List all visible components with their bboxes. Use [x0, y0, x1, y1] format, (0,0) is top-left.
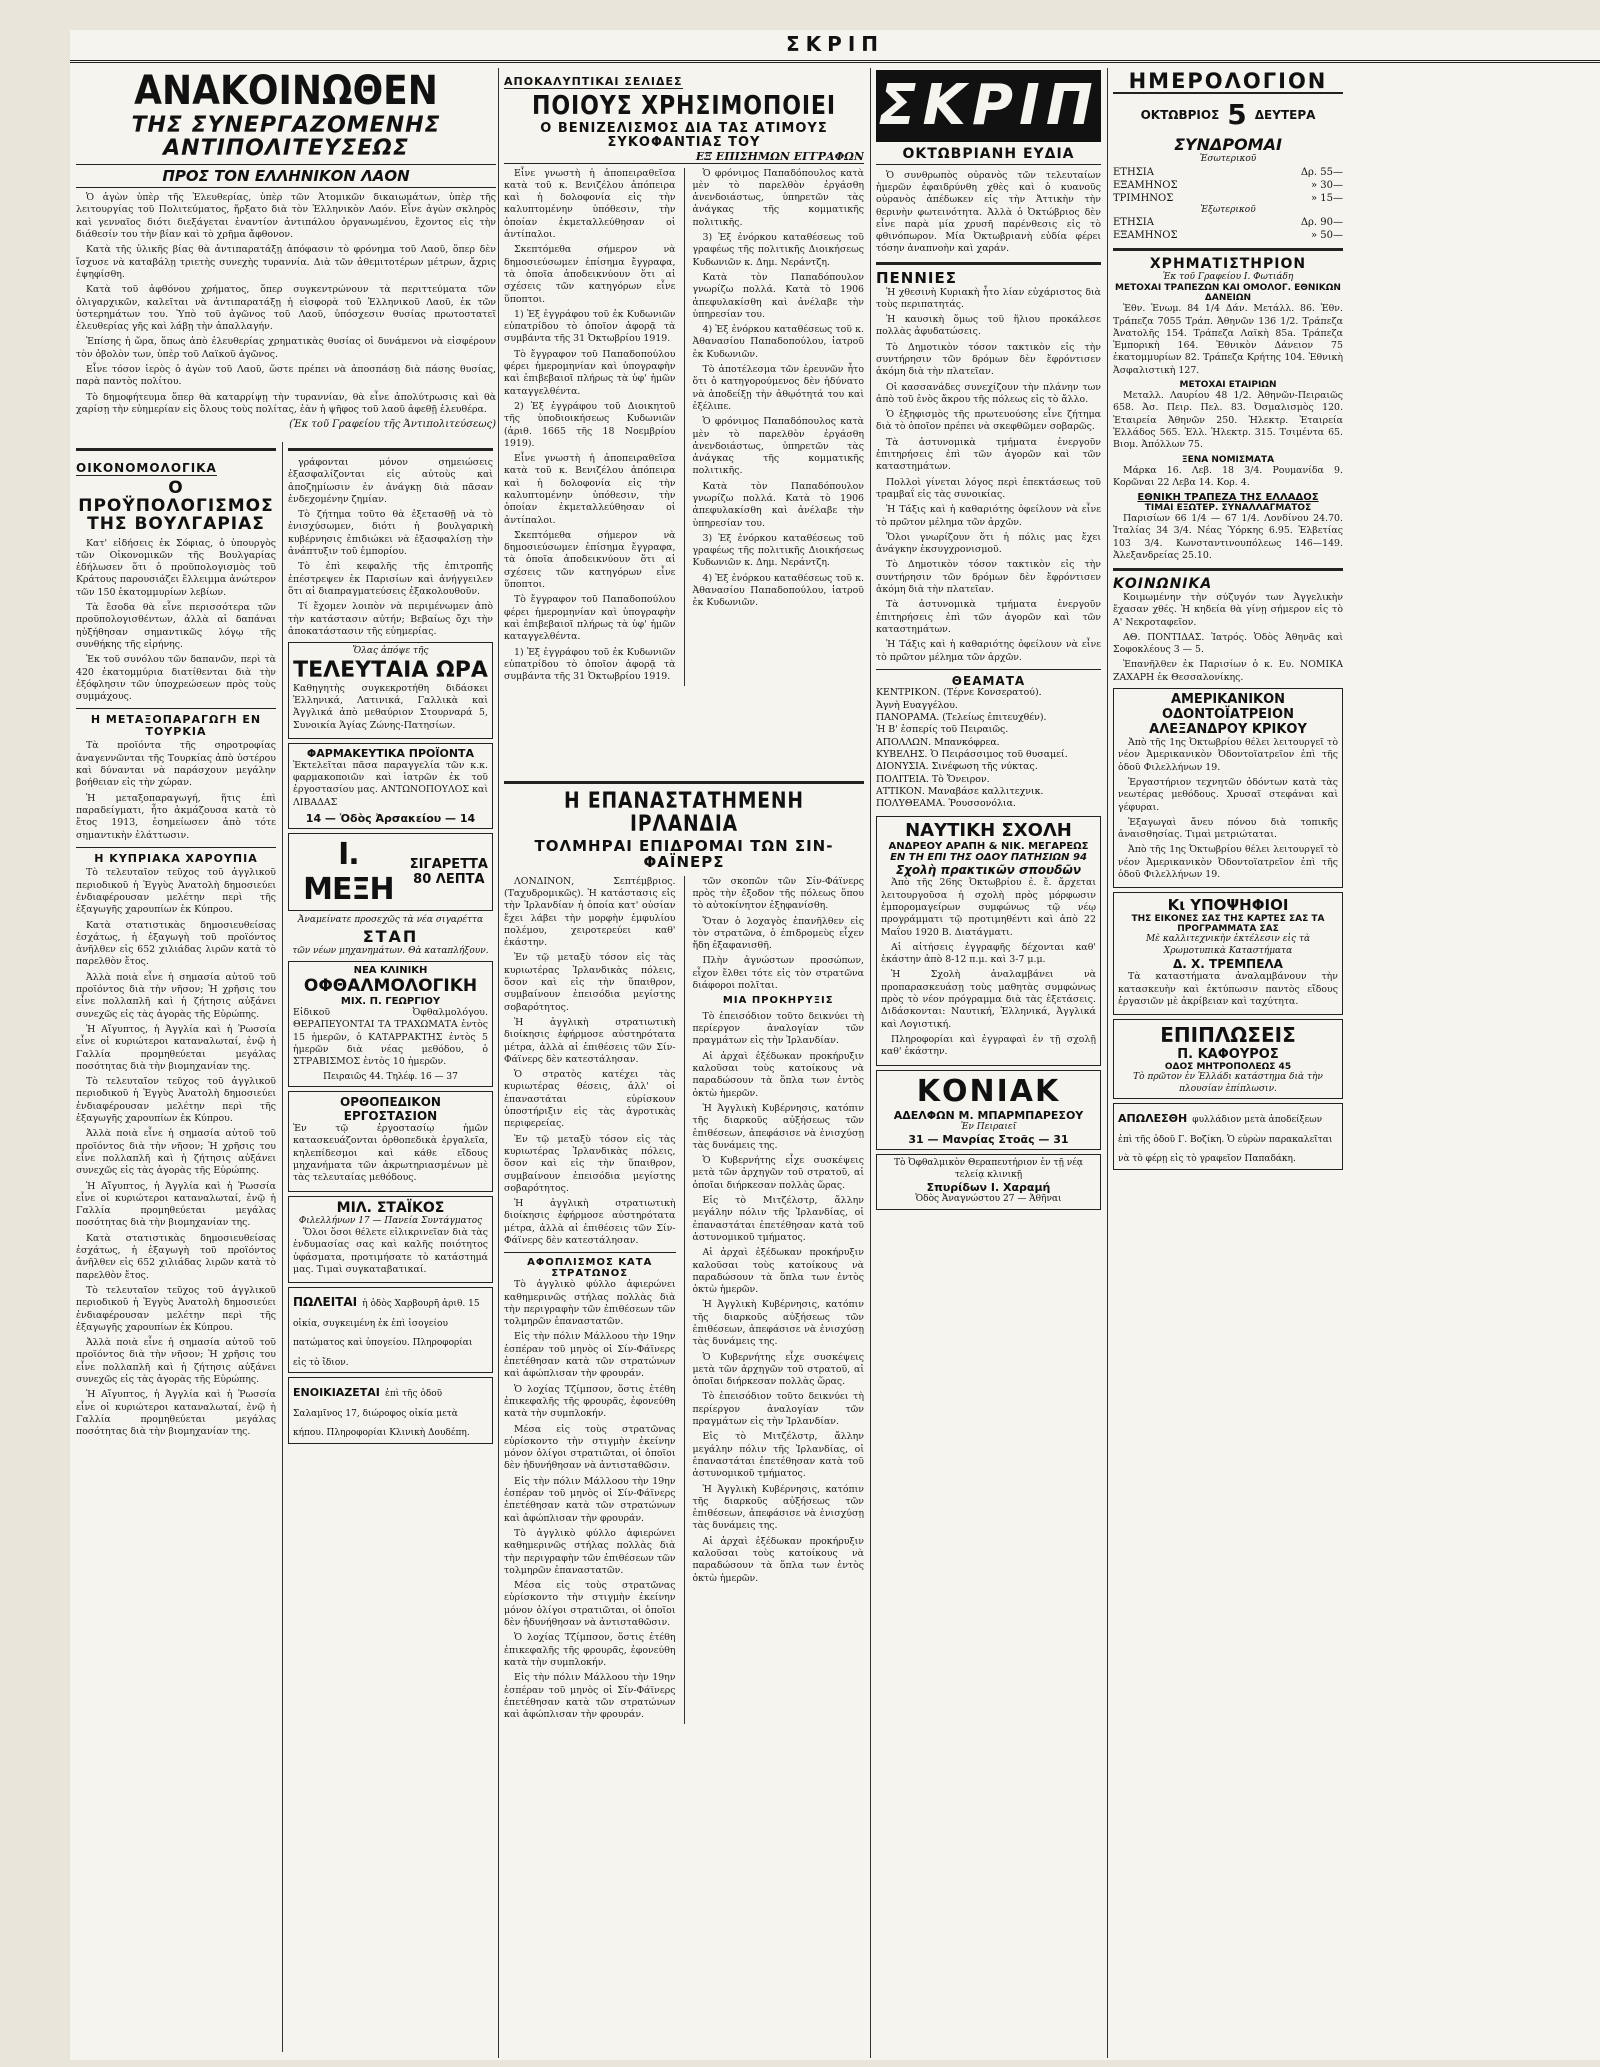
ireland-paragraph: Πλὴν ἀγνώστων προσώπων, εἶχον ἔλθει τότε εἰς τὸν στρατῶνα διάφοροι πολῖται.: [692, 955, 864, 992]
disarmament-title: ΑΦΟΠΛΙΣΜΟΣ ΚΑΤΑ ΣΤΡΑΤΩΝΟΣ: [527, 1257, 653, 1279]
cognac-place: Ἐν Πειραιεῖ: [960, 1121, 1017, 1132]
slander-paragraph: Σκεπτόμεθα σήμερον νὰ δημοσιεύσωμεν ἐπίσημα ἔγγραφα, τὰ ὁποῖα ἀποδεικνύουν ὅτι αἱ σχέσεις τῶν κατηγόρων εἶνε ὕποπτοι.: [504, 529, 676, 591]
theatre-entry: ΚΕΝΤΡΙΚΟΝ. (Τέρνε Κονσερατού).: [876, 687, 1042, 699]
coins-title: ΞΕΝΑ ΝΟΜΙΣΜΑΤΑ: [1181, 454, 1275, 465]
clinic-address: Πειραιῶς 44. Τηλέφ. 16 — 37: [323, 1071, 458, 1082]
clinic-kicker: ΝΕΑ ΚΛΙΝΙΚΗ: [353, 965, 428, 977]
social-item: ΑΘ. ΠΟΝΤΙΔΑΣ. Ἰατρός. Ὁδὸς Ἀθηνᾶς καὶ Σοφοκλέους 3 — 5.: [1113, 631, 1343, 656]
eye-clinic-address: Ὁδὸς Ἀναγνώστου 27 — Ἀθῆναι: [915, 1194, 1062, 1205]
ireland-paragraph: Ἡ ἀγγλικὴ στρατιωτικὴ διοίκησις ἐφήρμοσε αὐστηρότατα μέτρα, ἀλλὰ αἱ ἐπιθέσεις τῶν Σίν-Φάϊνερς δὲν κατεστάλησαν.: [504, 1198, 676, 1246]
theatre-entry: ΚΥΒΕΛΗΣ. Ὁ Πειράσσιμος τοῦ θυσαμεί.: [876, 748, 1068, 760]
dental-doctor: ΑΛΕΞΑΝΔΡΟΥ ΚΡΙΚΟΥ: [1149, 722, 1307, 738]
printing-ad: [1113, 892, 1343, 1015]
slander-paragraph: Εἶνε γνωστὴ ἡ ἀποπειραθεῖσα κατὰ τοῦ κ. Βενιζέλου ἀπόπειρα καὶ ἡ δολοφονία εἰς τὴν καλυπτομένην ὑπόθεσιν, τὴν ὁποίαν ἐκμεταλλεύθησαν οἱ ἀντίπαλοι.: [504, 167, 676, 241]
cigarette-ad: [288, 833, 493, 911]
disarmament-paragraph: Εἰς τὴν πόλιν Μάλλοου τὴν 19ην ἑσπέραν τοῦ μηνὸς οἱ Σίν-Φάϊνερς ἐπετέθησαν κατὰ τῶν στρατώνων καὶ ἀφώπλισαν τὴν φρουράν.: [504, 1672, 676, 1721]
theatre-entry: ΑΤΤΙΚΟΝ. Μαναβάσε καλλιτεχνικ.: [876, 785, 1044, 797]
carob-paragraph: Ἡ Αἴγυπτος, ἡ Ἀγγλία καὶ ἡ Ῥωσσία εἶνε οἱ κυριώτεροι καταναλωταί, ἐνῷ ἡ Γαλλία προμηθεύεται μεγάλας ποσότητας διὰ τὴν βιομηχανίαν της.: [76, 1180, 276, 1229]
naval-school-founders: ΑΝΔΡΕΟΥ ΑΡΑΠΗ & ΝΙΚ. ΜΕΓΑΡΕΩΣ: [888, 841, 1089, 853]
furniture-title: ΕΠΙΠΛΩΣΕΙΣ: [1160, 1023, 1296, 1048]
pennies-item: Ἡ Τάξις καὶ ἡ καθαριότης ὀφείλουν νὰ εἶνε τὸ πρῶτον μέλημα τῶν ἀρχῶν.: [876, 639, 1101, 663]
exchange-text: Ἐθν. Ἑνωμ. 84 1/4 Δάν. Μετάλλ. 86. Ἐθν. Τράπεζα 7055 Τράπ. Ἀθηνῶν 136 1/2. Τράπεζα Ἀνατολῆς 154. Τράπεζα Λαϊκὴ 85a. Τράπεζα Ἐμπορικὴ 164. Ἐθνικὸν Δάνειον 75 ἑκατομμυρίων 82. Τράπεζα Κρήτης 104. Ἐθνικὴ Ἀσφαλιστικὴ 127.: [1113, 303, 1343, 376]
announcement-block: [76, 70, 496, 440]
pennies-item: Ἡ Τάξις καὶ ἡ καθαριότης ὀφείλουν νὰ εἶνε τὸ πρῶτον μέλημα τῶν ἀρχῶν.: [876, 504, 1101, 528]
announcement-subtitle: ΤΗΣ ΣΥΝΕΡΓΑΖΟΜΕΝΗΣ ΑΝΤΙΠΟΛΙΤΕΥΣΕΩΣ: [131, 113, 441, 162]
rent-title: ΕΝΟΙΚΙΑΖΕΤΑΙ: [293, 1386, 380, 1400]
shares-title: ΜΕΤΟΧΑΙ ΕΤΑΙΡΙΩΝ: [1179, 380, 1277, 391]
tailor-ad: [288, 1196, 493, 1284]
candidates-lead: Μὲ καλλιτεχνικὴν ἐκτέλεσιν εἰς τὰ Χρωμοτυπικὰ Καταστήματα: [1145, 934, 1311, 956]
coins-text: Μάρκα 16. Λεβ. 18 3/4. Ρουμανίδα 9. Κορῶναι 22 Λεβα 14. Κορ. 4.: [1113, 464, 1343, 488]
last-hour-title: ΤΕΛΕΥΤΑΙΑ ΩΡΑ: [293, 657, 488, 683]
disarmament-paragraph: Τὸ ἀγγλικὸ φύλλο ἀφιερώνει καθημερινῶς στήλας πολλὰς διὰ τὴν περιγραφὴν τῶν ἐπιθέσεων τῶν τολμηρῶν ἐπαναστατῶν.: [504, 1527, 676, 1576]
workshop-title: ΟΡΘΟΠΕΔΙΚΟΝ ΕΡΓΟΣΤΑΣΙΟΝ: [340, 1095, 441, 1124]
newspaper-page: [70, 30, 1600, 2060]
exchange-source: Ἐκ τοῦ Γραφείου Ι. Φωτιάδη: [1162, 271, 1294, 282]
carob-paragraph: Τὸ τελευταῖον τεῦχος τοῦ ἀγγλικοῦ περιοδικοῦ ἡ Ἐγγὺς Ἀνατολὴ δημοσιεύει ἐνδιαφέρουσαν μελέτην περὶ τῆς ἐξαγωγῆς χαρουπίων ἐκ Κύπρου.: [76, 1076, 276, 1125]
calendar-month: ΟΚΤΩΒΡΙΟΣ: [1140, 107, 1220, 122]
disarmament-paragraph: Μέσα εἰς τοὺς στρατῶνας εὑρίσκοντο τὴν στιγμὴν ἐκείνην μόνον ὀλίγοι στρατιῶται, οἱ ὁποῖοι δὲν ἠδυνήθησαν νὰ ἀντισταθῶσιν.: [504, 1580, 676, 1629]
cigarette-new-note: τῶν νέων μηχανημάτων. Θὰ καταπλήξουν.: [292, 945, 489, 956]
pennies-item: Πολλοὶ γίνεται λόγος περὶ ἐπεκτάσεως τοῦ τραμβαΐ εἰς τὰς συνοικίας.: [876, 476, 1101, 500]
carob-paragraph: Ἡ Αἴγυπτος, ἡ Ἀγγλία καὶ ἡ Ῥωσσία εἶνε οἱ κυριώτεροι καταναλωταί, ἐνῷ ἡ Γαλλία προμηθεύεται μεγάλας ποσότητας διὰ τὴν βιομηχανίαν της.: [76, 1023, 276, 1072]
clinic-doctor: ΜΙΧ. Π. ΓΕΩΡΓΙΟΥ: [340, 996, 441, 1008]
slander-paragraph: 1) Ἐξ ἐγγράφου τοῦ ἐκ Κυδωνιῶν εὐπατρίδου τὸ ὁποῖον ἀφορᾷ τὰ συμβάντα τῆς 31 Ὀκτωβρίου 1919.: [504, 646, 676, 683]
economics-column: [76, 442, 276, 2052]
bank-title: ΕΘΝΙΚΗ ΤΡΑΠΕΖΑ ΤΗΣ ΕΛΛΑΔΟΣ: [1137, 492, 1319, 504]
slander-paragraph: 2) Ἐξ ἐγγράφου τοῦ Διοικητοῦ τῆς ὑποδιοικήσεως Κυδωνιῶν (ἀριθ. 1665 τῆς 18 Νοεμβρίου 1919).: [504, 400, 676, 449]
ireland-paragraph: Ἡ ἀγγλικὴ στρατιωτικὴ διοίκησις ἐφήρμοσε αὐστηρότατα μέτρα, ἀλλὰ αἱ ἐπιθέσεις τῶν Σίν-Φάϊνερς δὲν κατεστάλησαν.: [504, 1016, 676, 1065]
pennies-item: Τὰ ἀστυνομικὰ τμήματα ἐνεργοῦν ἐπιτηρήσεις ἐπὶ τῶν ἀγορῶν καὶ τῶν καταστημάτων.: [876, 599, 1101, 635]
theatre-entry: Ἡ Β' ἑσπερίς τοῦ Πειραιῶς.: [876, 724, 1009, 736]
calendar-column: [1113, 70, 1343, 2055]
subscription-price: Δρ. 90—: [1300, 217, 1343, 229]
ireland-paragraph: Ἐν τῷ μεταξὺ τόσον εἰς τὰς κυριωτέρας Ἰρλανδικὰς πόλεις, ὅσον καὶ εἰς τὴν ὕπαιθρον, συμβαίνουν ἐπεισόδια μεγίστης σοβαρότητος.: [504, 1133, 676, 1194]
naval-school-paragraph: Πληροφορίαι καὶ ἐγγραφαὶ ἐν τῇ σχολῇ καθ' ἑκάστην.: [881, 1033, 1096, 1058]
proclamation-paragraph: Εἰς τὸ Μιτζέλστρ, ἄλλην μεγάλην πόλιν τῆς Ἰρλανδίας, οἱ ἐπαναστάται ἐπετέθησαν κατὰ τοῦ ἀστυνομικοῦ τμήματος.: [692, 1195, 864, 1243]
announcement-title: ΑΝΑΚΟΙΝΩΘΕΝ: [134, 70, 438, 114]
ireland-paragraph: τῶν σκοπῶν τῶν Σίν-Φάϊνερς πρὸς τὴν ἐξοδον τῆς πόλεως ὅπου τὸ αὐτοκίνητον ἐξηφανίσθη.: [692, 875, 864, 912]
weather-title: ΟΚΤΩΒΡΙΑΝΗ ΕΥΔΙΑ: [876, 147, 1101, 165]
announcement-paragraph: Ὁ ἀγὼν ὑπὲρ τῆς Ἐλευθερίας, ὑπὲρ τῶν Ἀτομικῶν δικαιωμάτων, ὑπὲρ τῆς λειτουργίας τοῦ Πολιτεύματος, ἤρξατο διὰ τὸν Ἑλληνικὸν Λαόν. Εἶνε ἀγὼν σκληρὸς καὶ γενναῖος διότι διεξάγεται ἐναντίον ἀντιπάλου ὀργανωμένου, ἔχοντος εἰς τὴν διάθεσίν του τὴν βίαν καὶ τὸ χρῆμα ἄφθονον.: [76, 192, 496, 241]
proclamation-paragraph: Ἡ Ἀγγλικὴ Κυβέρνησις, κατόπιν τῆς διαρκοῦς αὐξήσεως τῶν ἐπιθέσεων, ἀπεφάσισε νὰ ἐνισχύσῃ τὰς δυνάμεις της.: [692, 1102, 864, 1151]
carob-paragraph: Κατὰ στατιστικὰς δημοσιευθείσας ἐσχάτως, ἡ ἐξαγωγὴ τοῦ προϊόντος ἀνῆλθεν εἰς 652 χιλιάδας λιρῶν κατὰ τὸ παρελθὸν ἔτος.: [76, 919, 276, 968]
sale-ad: [288, 1287, 493, 1373]
slander-paragraph: Σκεπτόμεθα σήμερον νὰ δημοσιεύσωμεν ἐπίσημα ἔγγραφα, τὰ ὁποῖα ἀποδεικνύουν ὅτι αἱ σχέσεις τῶν κατηγόρων εἶνε ὕποπτοι.: [504, 244, 676, 305]
cognac-ad: [876, 1070, 1101, 1151]
furniture-ad: [1113, 1019, 1343, 1099]
workshop-ad: [288, 1091, 493, 1191]
subscriptions-domestic-label: Ἐσωτερικοῦ: [1199, 154, 1257, 165]
printer-name: Δ. Χ. ΤΡΕΜΠΕΛΑ: [1173, 957, 1283, 972]
lost-ad: [1113, 1103, 1343, 1170]
naval-school-title: ΝΑΥΤΙΚΗ ΣΧΟΛΗ: [905, 820, 1072, 842]
ireland-title: Η ΕΠΑΝΑΣΤΑΤΗΜΕΝΗ ΙΡΛΑΝΔΙΑ: [564, 789, 804, 838]
cigarette-label: ΣΙΓΑΡΕΤΤΑ: [409, 857, 488, 873]
rent-ad: [288, 1377, 493, 1444]
theatre-entry: ΠΟΛΙΤΕΙΑ. Τὸ Ὄνειρον.: [876, 773, 990, 785]
carob-title: Η ΚΥΠΡΙΑΚΑ ΧΑΡΟΥΠΙΑ: [94, 851, 258, 865]
sale-title: ΠΩΛΕΙΤΑΙ: [293, 1295, 358, 1310]
disarmament-paragraph: Ὁ λοχίας Τζίμπσον, ὅστις ἐτέθη ἐπικεφαλῆς τῆς φρουρᾶς, ἐφονεύθη κατὰ τὴν συμπλοκήν.: [504, 1632, 676, 1668]
cognac-address: 31 — Μανρίας Στοᾶς — 31: [908, 1133, 1069, 1147]
silk-paragraph: Ἡ μεταξοπαραγωγή, ἥτις ἐπὶ παραδείγματι, ἦτο ἀκμάζουσα κατὰ τὸ ἔτος 1913, ἐσημείωσεν ἀπὸ τότε σημαντικὴν ἐλάττωσιν.: [76, 792, 276, 841]
pennies-item: Τὸ Δημοτικὸν τόσον τακτικὸν εἰς τὴν συντήρησιν τῶν δρόμων δὲν ἔφρόντισεν ἀκόμη διὰ τὴν πλατεῖαν.: [876, 341, 1101, 378]
economics-kicker: ΟΙΚΟΝΟΜΟΛΟΓΙΚΑ: [76, 461, 217, 475]
subscription-row: [1113, 229, 1343, 242]
pharma-title: ΦΑΡΜΑΚΕΥΤΙΚΑ ΠΡΟΪΟΝΤΑ: [306, 746, 475, 760]
naval-school-address: ΕΝ ΤΗ ΕΠΙ ΤΗΣ ΟΔΟΥ ΠΑΤΗΣΙΩΝ 94: [890, 852, 1087, 864]
slander-kicker: ΑΠΟΚΑΛΥΠΤΙΚΑΙ ΣΕΛΙΔΕΣ: [504, 75, 683, 88]
proclamation-paragraph: Αἱ ἀρχαὶ ἐξέδωκαν προκήρυξιν καλοῦσαι τοὺς κατοίκους νὰ παραδώσουν τὰ ὅπλα των ἐντὸς ὀκτὼ ἡμερῶν.: [692, 1535, 864, 1584]
announcement-paragraph: Κατὰ τῆς ὑλικῆς βίας θὰ ἀντιπαρατάξῃ ἀπόφασιν τὸ φρόνημα τοῦ Λαοῦ, ὅπερ δὲν ἴσχυσε νὰ καταβάλῃ τριετὴς συνεχὴς τυραννία. Διὰ τῶν ἀθεμιτοτέρων μέτρων, ἄχρις ἐψηφίσθη.: [76, 244, 496, 280]
slander-paragraph: Κατὰ τὸν Παπαδόπουλον γνωρίζω πολλά. Κατὰ τὸ 1906 ἀπεφυλακίσθη καὶ ἀνέλαβε τὴν ὑπηρεσίαν του.: [692, 480, 864, 529]
proclamation-paragraph: Ὁ Κυβερνήτης εἶχε συσκέψεις μετὰ τῶν ἀρχηγῶν τοῦ στρατοῦ, αἱ ὁποῖαι διήρκεσαν πολλὰς ὥρας.: [692, 1351, 864, 1388]
running-head: ΣΚΡΙΠ: [70, 30, 1600, 63]
subscription-row: [1113, 216, 1343, 229]
rent-text: ἐπὶ τῆς ὁδοῦ Σαλαμῖνος 17, διώροφος οἰκία μετὰ κήπου. Πληροφορίαι Κλινικὴ Δουδέπη.: [293, 1389, 470, 1439]
slander-right-column: [693, 168, 865, 687]
naval-school-paragraph: Ἀπὸ τῆς 26ης Ὀκτωβρίου ἐ. ἔ. ἄρχεται λειτουργοῦσα ἡ σχολὴ πρὸς μόρφωσιν ἐμπορομαγείρων συμφώνως τῷ νέῳ προγράμματι τῷ προτιμηθέντι καὶ ἀπὸ 22 Μαΐου 1920 Β. Διατάγματι.: [881, 877, 1096, 938]
lost-text: φυλλάδιον μετὰ ἀποδείξεων ἐπὶ τῆς ὁδοῦ Γ. Βοζίκη. Ὁ εὑρὼν παρακαλεῖται νὰ τὸ φέρῃ εἰς τὸ γραφεῖον Παπαδάκη.: [1118, 1115, 1333, 1165]
subscription-period: ΕΞΑΜΗΝΟΣ: [1113, 230, 1178, 242]
proclamation-paragraph: Ὁ Κυβερνήτης εἶχε συσκέψεις μετὰ τῶν ἀρχηγῶν τοῦ στρατοῦ, αἱ ὁποῖαι διήρκεσαν πολλὰς ὥρας.: [692, 1155, 864, 1191]
silk-title: Η ΜΕΤΑΞΟΠΑΡΑΓΩΓΗ ΕΝ ΤΟΥΡΚΙΑ: [90, 713, 262, 738]
pennies-item: Ἡ καυσικὴ ὅμως τοῦ ἥλιου προκάλεσε πολλὰς ἀφυδατώσεις.: [876, 314, 1101, 338]
pharma-text: Ἐκτελεῖται πᾶσα παραγγελία τῶν κ.κ. φαρμακοποιῶν καὶ ἰατρῶν ἐκ τοῦ ἐργοστασίου μας. ΑΝΤΩΝΟΠΟΥΛΟΣ καὶ ΛΙΒΑΔΑΣ: [293, 759, 488, 808]
notices-paragraph: Τὸ ζήτημα τοῦτο θὰ ἐξετασθῇ νὰ τὸ ἐνισχύσωμεν, διότι ἡ βουλγαρικὴ κυβέρνησις ἐπιδιώκει νὰ ἐξασφαλίσῃ τὴν ἀνάπτυξιν τοῦ ἐμπορίου.: [288, 509, 493, 558]
carob-paragraph: Τὸ τελευταῖον τεῦχος τοῦ ἀγγλικοῦ περιοδικοῦ ἡ Ἐγγὺς Ἀνατολὴ δημοσιεύει ἐνδιαφέρουσαν μελέτην περὶ τῆς ἐξαγωγῆς χαρουπίων ἐκ Κύπρου.: [76, 867, 276, 916]
carob-paragraph: Ἀλλὰ ποιὰ εἶνε ἡ σημασία αὐτοῦ τοῦ προϊόντος διὰ τὴν νῆσον; Ἡ χρῆσις του εἶνε πολλαπλῆ καὶ ἡ ζήτησις αὐξάνει συνεχῶς εἰς τὰς ἀγορὰς τῆς Εὐρώπης.: [76, 971, 276, 1020]
cigarette-brand: Ι. ΜΕΞΗ: [303, 837, 394, 908]
cigarette-price: 80 ΛΕΠΤΑ: [413, 872, 485, 888]
subscription-period: ΕΞΑΜΗΝΟΣ: [1113, 179, 1178, 191]
carob-paragraph: Ἀλλὰ ποιὰ εἶνε ἡ σημασία αὐτοῦ τοῦ προϊόντος διὰ τὴν νῆσον; Ἡ χρῆσις του εἶνε πολλαπλῆ καὶ ἡ ζήτησις αὐξάνει συνεχῶς εἰς τὰς ἀγορὰς τῆς Εὐρώπης.: [76, 1128, 276, 1177]
social-title: ΚΟΙΝΩΝΙΚΑ: [1113, 576, 1213, 593]
slander-paragraph: 4) Ἐξ ἐνόρκου καταθέσεως τοῦ κ. Ἀθανασίου Παπαδοπούλου, ἰατροῦ ἐκ Κυδωνιῶν.: [692, 572, 864, 609]
notices-intro: γράφονται μόνον σημειώσεις ἐξασφαλίζονται εἰς αὐτοὺς καὶ ἀποζημίωσιν ἐν ἀνάγκῃ διὰ πᾶσαν ἐνδεχομένην ζημίαν.: [288, 457, 493, 505]
pennies-item: Οἱ κασσανάδες συνεχίζουν τὴν πλάνην των ἀπὸ τοῦ ἑνὸς ἄκρου τῆς πόλεως εἰς τὸ ἄλλο.: [876, 381, 1101, 405]
subscription-row: [1113, 179, 1343, 192]
proclamation-paragraph: Ἡ Ἀγγλικὴ Κυβέρνησις, κατόπιν τῆς διαρκοῦς αὐξήσεως τῶν ἐπιθέσεων, ἀπεφάσισε νὰ ἐνισχύσῃ τὰς δυνάμεις της.: [692, 1483, 864, 1532]
notices-paragraph: Τί ἔχομεν λοιπὸν νὰ περιμένωμεν ἀπὸ τὴν κατάστασιν αὐτήν; Βεβαίως ὄχι τὴν ἀποκατάστασιν τῆς εὐημερίας.: [288, 601, 493, 637]
ireland-left-column: [504, 876, 676, 1725]
ireland-right-column: [693, 876, 865, 1725]
last-hour-text: Καθηγητὴς συγκεκροτήθη διδάσκει Ἑλληνικά, Λατινικά, Γαλλικὰ καὶ Ἀγγλικά ἀπὸ μεθαύριον Στουρναρά 5, Συνοικία Ἁγίας Ζώνης-Πατησίων.: [293, 682, 488, 731]
economics-paragraph: Κατ' εἰδήσεις ἐκ Σόφιας, ὁ ὑπουργὸς τῶν Οἰκονομικῶν τῆς Βουλγαρίας ἐδήλωσεν ὅτι ὁ προϋπολογισμὸς τοῦ Κράτους παρουσιάζει ἔλλειμμα ἀνώτερον τῶν 150 ἑκατομμυρίων λεβίων.: [76, 537, 276, 598]
disarmament-paragraph: Εἰς τὴν πόλιν Μάλλοου τὴν 19ην ἑσπέραν τοῦ μηνὸς οἱ Σίν-Φάϊνερς ἐπετέθησαν κατὰ τῶν στρατώνων καὶ ἀφώπλισαν τὴν φρουράν.: [504, 1475, 676, 1524]
subscription-price: » 50—: [1310, 230, 1343, 242]
cognac-title: ΚΟΝΙΑΚ: [916, 1073, 1061, 1109]
subscription-period: ΕΤΗΣΙΑ: [1113, 217, 1154, 229]
economics-paragraph: Τὰ ἔσοδα θὰ εἶνε περισσότερα τῶν προϋπολογισθέντων, ἀλλὰ αἱ δαπάναι ηὐξήθησαν σημαντικῶς λόγῳ τῆς συνθήκης τῆς εἰρήνης.: [76, 602, 276, 650]
naval-school-subtitle: Σχολὴ πρακτικῶν σπουδῶν: [895, 863, 1082, 878]
pennies-item: Ὅλοι γνωρίζουν ὅτι ἡ πόλις μας ἔχει ἀνάγκην ἐκσυγχρονισμοῦ.: [876, 531, 1101, 556]
proclamation-paragraph: Ἡ Ἀγγλικὴ Κυβέρνησις, κατόπιν τῆς διαρκοῦς αὐξήσεως τῶν ἐπιθέσεων, ἀπεφάσισε νὰ ἐνισχύσῃ τὰς δυνάμεις της.: [692, 1299, 864, 1348]
ireland-paragraph: Ἐν τῷ μεταξὺ τόσον εἰς τὰς κυριωτέρας Ἰρλανδικὰς πόλεις, ὅσον καὶ εἰς τὴν ὕπαιθρον, συμβαίνουν ἐπεισόδια μεγίστης σοβαρότητος.: [504, 952, 676, 1013]
ireland-article: [504, 775, 864, 2052]
disarmament-paragraph: Ὁ λοχίας Τζίμπσον, ὅστις ἐτέθη ἐπικεφαλῆς τῆς φρουρᾶς, ἐφονεύθη κατὰ τὴν συμπλοκήν.: [504, 1383, 676, 1420]
lost-title: ΑΠΩΛΕΣΘΗ: [1118, 1112, 1188, 1126]
carob-paragraph: Τὸ τελευταῖον τεῦχος τοῦ ἀγγλικοῦ περιοδικοῦ ἡ Ἐγγὺς Ἀνατολὴ δημοσιεύει ἐνδιαφέρουσαν μελέτην περὶ τῆς ἐξαγωγῆς χαρουπίων ἐκ Κύπρου.: [76, 1284, 276, 1333]
cigarette-note: Ἀναμείνατε προσεχῶς τὰ νέα σιγαρέττα: [297, 915, 484, 926]
announcement-addressee: ΠΡΟΣ ΤΟΝ ΕΛΛΗΝΙΚΟΝ ΛΑΟΝ: [76, 164, 496, 188]
clinic-text: Εἰδικοῦ Ὀφθαλμολόγου. ΘΕΡΑΠΕΥΟΝΤΑΙ ΤΑ ΤΡΑΧΩΜΑΤΑ ἐντὸς 15 ἡμερῶν, ὁ ΚΑΤΑΡΡΑΚΤΗΣ ἐντὸς 5 ἡμερῶν διὰ νέας μεθόδου, ὁ ΣΤΡΑΒΙΣΜΟΣ ἐντὸς 10 ἡμερῶν.: [293, 1007, 488, 1068]
pennies-item: Ἡ χθεσινὴ Κυριακὴ ἦτο λίαν εὐχάριστος διὰ τοὺς περιπατητάς.: [876, 286, 1101, 310]
slander-paragraph: Εἶνε γνωστὴ ἡ ἀποπειραθεῖσα κατὰ τοῦ κ. Βενιζέλου ἀπόπειρα καὶ ἡ δολοφονία εἰς τὴν καλυπτομένην ὑπόθεσιν, τὴν ὁποίαν ἐκμεταλλεύθησαν οἱ ἀντίπαλοι.: [504, 453, 676, 526]
dental-paragraph: Ἐργαστήριον τεχνητῶν ὀδόντων κατὰ τὰς νεωτέρας μεθόδους. Χρυσαῖ στεφάναι καὶ γέφυραι.: [1118, 776, 1338, 813]
economics-title: Ο ΠΡΟΫΠΟΛΟΓΙΣΜΟΣ ΤΗΣ ΒΟΥΛΓΑΡΙΑΣ: [78, 478, 274, 534]
slander-title: ΠΟΙΟΥΣ ΧΡΗΣΙΜΟΠΟΙΕΙ: [532, 91, 836, 121]
slander-paragraph: Κατὰ τὸν Παπαδόπουλον γνωρίζω πολλά. Κατὰ τὸ 1906 ἀπεφυλακίσθη καὶ ἀνέλαβε τὴν ὑπηρεσίαν του.: [692, 271, 864, 320]
proclamation-title: ΜΙΑ ΠΡΟΚΗΡΥΞΙΣ: [722, 995, 834, 1007]
calendar-title: ΗΜΕΡΟΛΟΓΙΟΝ: [1113, 70, 1343, 94]
subscription-price: » 15—: [1310, 192, 1343, 204]
disarmament-paragraph: Εἰς τὴν πόλιν Μάλλοου τὴν 19ην ἑσπέραν τοῦ μηνὸς οἱ Σίν-Φάϊνερς ἐπετέθησαν κατὰ τῶν στρατώνων καὶ ἀφώπλισαν τὴν φρουράν.: [504, 1331, 676, 1380]
subscription-period: ΕΤΗΣΙΑ: [1113, 166, 1154, 178]
last-hour-ad: [288, 642, 493, 739]
theatres-title: ΘΕΑΜΑΤΑ: [951, 673, 1026, 688]
candidates-sub: ΤΗΣ ΕΙΚΟΝΕΣ ΣΑΣ ΤΗΣ ΚΑΡΤΕΣ ΣΑΣ ΤΑ ΠΡΟΓΡΑΜΜΑΤΑ ΣΑΣ: [1131, 914, 1325, 935]
slander-paragraph: Τὸ ἔγγραφον τοῦ Παπαδοπούλου φέρει ἡμερομηνίαν καὶ ὑπογραφὴν καὶ ἐπιβεβαιοῖ πλήρως τὰ ὑφ' ἡμῶν καταγγελθέντα.: [504, 594, 676, 643]
proclamation-paragraph: Εἰς τὸ Μιτζέλστρ, ἄλλην μεγάλην πόλιν τῆς Ἰρλανδίας, οἱ ἐπαναστάται ἐπετέθησαν κατὰ τοῦ ἀστυνομικοῦ τμήματος.: [692, 1431, 864, 1480]
cognac-maker: ΑΔΕΛΦΩΝ Μ. ΜΠΑΡΜΠΑΡΕΣΟΥ: [893, 1108, 1084, 1122]
pennies-item: Τὰ ἀστυνομικὰ τμήματα ἐνεργοῦν ἐπιτηρήσεις ἐπὶ τῶν ἀγορῶν καὶ τῶν καταστημάτων.: [876, 436, 1101, 473]
subscriptions-title: ΣΥΝΔΡΟΜΑΙ: [1174, 135, 1282, 155]
clinic-ad: [288, 961, 493, 1087]
proclamation-paragraph: Αἱ ἀρχαὶ ἐξέδωκαν προκήρυξιν καλοῦσαι τοὺς κατοίκους νὰ παραδώσουν τὰ ὅπλα των ἐντὸς ὀκτὼ ἡμερῶν.: [692, 1247, 864, 1296]
ireland-subtitle: ΤΟΛΜΗΡΑΙ ΕΠΙΔΡΟΜΑΙ ΤΩΝ ΣΙΝ-ΦΑΪΝΕΡΣ: [534, 837, 834, 871]
tailor-address: Φιλελλήνων 17 — Πανεία Συντάγματος: [298, 1215, 483, 1226]
eye-clinic-doctor: Σπυρίδων Ι. Χαραμή: [926, 1181, 1051, 1195]
ireland-paragraph: Ὁ στρατὸς κατέχει τὰς κυριωτέρας θέσεις, ἀλλ' οἱ ἐπαναστάται εὑρίσκουν ὑποστήριξιν εἰς τὰς ἀγροτικὰς περιφερείας.: [504, 1069, 676, 1130]
announcement-paragraph: Τὸ δημοφήτευμα ὅπερ θὰ καταρρίψῃ τὴν τυραννίαν, θὰ εἶνε ἀπολύτρωσις καὶ θὰ χαρίσῃ τὴν εὐημερίαν εἰς ὅλους τοὺς πολίτας, ἐὰν ἡ ψῆφος τοῦ λαοῦ ἀφεθῇ ἐλευθέρα.: [76, 391, 496, 415]
naval-school-ad: [876, 816, 1101, 1065]
economics-paragraph: Ἐκ τοῦ συνόλου τῶν δαπανῶν, περὶ τὰ 420 ἑκατομμύρια διατίθενται διὰ τὴν ἐξόφλησιν τῶν ὑποχρεώσεων πρὸς τοὺς συμμάχους.: [76, 654, 276, 703]
pharma-ad: [288, 743, 493, 829]
slander-source: ΕΞ ΕΠΙΣΗΜΩΝ ΕΓΓΡΑΦΩΝ: [504, 150, 864, 164]
slander-paragraph: Τὸ ἀποτέλεσμα τῶν ἐρευνῶν ἦτο ὅτι ὁ κατηγορούμενος δὲν ἠδύνατο νὰ ἀποδείξῃ τὴν ἀθῳότητά του καὶ ἐξέλιπε.: [692, 364, 864, 412]
notices-column: [288, 442, 493, 2052]
tailor-title: ΜΙΛ. ΣΤΑΪΚΟΣ: [336, 1199, 445, 1216]
notices-paragraph: Τὸ ἐπὶ κεφαλῆς τῆς ἐπιτροπῆς ἐπέστρεψεν ἐκ Παρισίων καὶ ἀνήγγειλεν ὅτι αἱ διαπραγματεύσεις ἐξακολουθοῦν.: [288, 561, 493, 597]
slander-subtitle: Ο ΒΕΝΙΖΕΛΙΣΜΟΣ ΔΙΑ ΤΑΣ ΑΤΙΜΟΥΣ ΣΥΚΟΦΑΝΤΙΑΣ ΤΟΥ: [540, 121, 828, 150]
shares-text: Μεταλλ. Λαυρίου 48 1/2. Ἀθηνῶν-Πειραιῶς 658. Ἀσ. Πειρ. Πελ. 83. Ὀσμαλισμὸς 120. Ἐταιρεία Ἀθηνῶν 250. Ἠλεκτρ. Ἑταιρεία Ἑλλάδος 565. Ἑλλ. Ἡλεκτρ. 315. Τσιμέντα 65. Βιομ. Ἀπόλλων 75.: [1113, 390, 1343, 451]
tailor-text: Ὅλοι ὅσοι θέλετε εἰλικρινεῖαν διὰ τὰς ἐνδυμασίας σας καὶ καλῆς ποιότητος ὑφάσματα, προτιμήσατε τὸ κατάστημά μας. Τιμαὶ συγκαταβατικαί.: [293, 1227, 488, 1275]
clinic-title: ΟΦΘΑΛΜΟΛΟΓΙΚΗ: [303, 976, 478, 997]
pennies-item: Ὁ ἐξηφισμὸς τῆς πρωτευούσης εἶνε ζήτημα διὰ τὸ ὁποῖον πρέπει νὰ σκεφθῶμεν σοβαρῶς.: [876, 409, 1101, 433]
social-item: Κοιμωμένην τὴν σύζυγόν των Ἀγγελικὴν ἔχασαν χθές. Ἡ κηδεία θὰ γίνῃ σήμερον εἰς τὸ Α' Νεκροταφεῖον.: [1113, 591, 1343, 628]
dental-paragraph: Ἀπὸ τῆς 1ης Ὀκτωβρίου θέλει λειτουργεῖ τὸ νέον Ἀμερικανικὸν Ὀδοντοϊατρεῖον ἐπὶ τῆς ὁδοῦ Φιλελλήνων 19.: [1118, 737, 1338, 773]
slander-paragraph: 3) Ἐξ ἐνόρκου καταθέσεως τοῦ γραφέως τῆς πολιτικῆς Διοικήσεως Κυδωνιῶν κ. Δημ. Νεράντζη.: [692, 532, 864, 569]
pennies-title: ΠΕΝΝΙΕΣ: [876, 268, 957, 287]
workshop-text: Ἐν τῷ ἐργοστασίῳ ἡμῶν κατασκευάζονται ὀρθοπεδικὰ ἐργαλεῖα, κηλεπίδεσμοι καὶ κάθε εἴδους μηχανήματα τῶν ἀκρωτηριασμένων μὲ τὰς τελευταίας μεθόδους.: [293, 1123, 488, 1184]
naval-school-paragraph: Ἡ Σχολὴ ἀναλαμβάνει νὰ προπαρασκευάσῃ τοὺς μαθητὰς συμφώνως πρὸς τὸ νέον πρόγραμμα διὰ τὰς ἐξετάσεις. Διδάσκονται: Ναυτική, Ἑλληνικά, Ἀγγλικά καὶ Λογιστική.: [881, 969, 1096, 1030]
calendar-weekday: ΔΕΥΤΕΡΑ: [1254, 107, 1316, 122]
weather-text: Ὁ συνθρωπὸς οὐρανὸς τῶν τελευταίων ἡμερῶν ἐφαιδρύνθη χθὲς καὶ ὁ κυανοῦς οὐρανὸς ἀπέδωκεν εἰς τὴν Ἀττικὴν τὴν θερινὴν φωτεινότητα. Ἀλλὰ ὁ Ὀκτώβριος δὲν εἶνε παρὰ μία χρυσῆ παρένθεσις εἰς τὸ φθινόπωρον. Μία Ὀκτωβριανὴ εὐδία φέρει τόσην ἀναπνοὴν καὶ χαράν.: [876, 169, 1101, 255]
proclamation-paragraph: Τὸ ἐπεισόδιον τοῦτο δεικνύει τὴ περίεργον ἀναλογίαν τῶν πραγμάτων εἰς τὴν Ἰρλανδίαν.: [692, 1010, 864, 1047]
candidates-title: Κι ΥΠΟΨΗΦΙΟΙ: [1167, 896, 1289, 915]
subscription-row: [1113, 166, 1343, 179]
exchange-title: ΧΡΗΜΑΤΙΣΤΗΡΙΟΝ: [1149, 256, 1307, 273]
carob-paragraph: Ἀλλὰ ποιὰ εἶνε ἡ σημασία αὐτοῦ τοῦ προϊόντος διὰ τὴν νῆσον; Ἡ χρῆσις του εἶνε πολλαπλῆ καὶ ἡ ζήτησις αὐξάνει συνεχῶς εἰς τὰς ἀγορὰς τῆς Εὐρώπης.: [76, 1337, 276, 1385]
slander-paragraph: Ὁ φρόνιμος Παπαδόπουλος κατὰ μὲν τὸ παρελθὸν ἐργάσθη ἀνενδοιάστως, ὑπηρετῶν τὰς ἀνάγκας τῆς κομματικῆς πολιτικῆς.: [692, 167, 864, 228]
announcement-paragraph: Εἶνε τόσον ἱερὸς ὁ ἀγὼν τοῦ Λαοῦ, ὥστε πρέπει νὰ ἀποσπάσῃ διὰ πάσης θυσίας, παρὰ παντὸς πολίτου.: [76, 364, 496, 388]
masthead-title: ΣΚΡΙΠ: [876, 70, 1101, 142]
theatre-entry: ΔΙΟΝΥΣΙΑ. Σινέφωση τῆς νύκτας.: [876, 761, 1038, 773]
theatre-entry: ΠΑΝΟΡΑΜΑ. (Τελείως ἐπιτευχθέν).: [876, 712, 1047, 724]
theatre-entry: ΠΟΛΥΘΕΑΜΑ. Ῥουσσονόλια.: [876, 798, 1016, 810]
subscription-period: ΤΡΙΜΗΝΟΣ: [1113, 192, 1174, 204]
slander-article: [504, 70, 864, 770]
masthead-column: [876, 70, 1101, 2055]
slander-paragraph: 1) Ἐξ ἐγγράφου τοῦ ἐκ Κυδωνιῶν εὐπατρίδου τὸ ὁποῖον ἀφορᾷ τὰ συμβάντα τῆς 31 Ὀκτωβρίου 1919.: [504, 308, 676, 345]
pharma-address: 14 — Ὁδὸς Ἀρσακείου — 14: [305, 812, 476, 826]
slander-left-column: [504, 168, 676, 687]
eye-clinic-ad: [876, 1154, 1101, 1210]
eye-clinic-text: Τὸ Ὀφθαλμικὸν Θεραπευτήριον ἐν τῇ νέᾳ τελείᾳ κλινικῇ: [894, 1158, 1083, 1180]
subscriptions-foreign-label: Ἐξωτερικοῦ: [1200, 204, 1256, 215]
furniture-address: ΟΔΟΣ ΜΗΤΡΟΠΟΛΕΩΣ 45: [1164, 1062, 1292, 1073]
ireland-paragraph: ΛΟΝΔΙΝΟΝ, Σεπτέμβριος. (Ταχυδρομικῶς). Ἡ κατάστασις εἰς τὴν Ἰρλανδίαν ἡ ὁποία κατ' οὐσίαν ἔχει λάβει τὴν μορφὴν ἐμφυλίου πολέμου, χειροτερεύει καθ' ἑκάστην.: [504, 875, 676, 949]
cigarette-new-brand: ΣΤΑΠ: [362, 926, 419, 946]
slander-paragraph: Τὸ ἔγγραφον τοῦ Παπαδοπούλου φέρει ἡμερομηνίαν καὶ ὑπογραφὴν καὶ ἐπιβεβαιοῖ πλήρως τὰ ὑφ' ἡμῶν καταγγελθέντα.: [504, 348, 676, 397]
silk-paragraph: Τὰ προϊόντα τῆς σηροτροφίας ἀναγεννῶνται τῆς Τουρκίας ἀπὸ ὑστέρου καὶ δύνανται νὰ παράσχουν μεγάλην βοήθειαν εἰς τὴν χώραν.: [76, 740, 276, 789]
naval-school-paragraph: Αἱ αἰτήσεις ἐγγραφῆς δέχονται καθ' ἑκάστην ἀπὸ 8-12 π.μ. καὶ 3-7 μ.μ.: [881, 941, 1096, 966]
bank-text: Παρισίων 66 1/4 — 67 1/4. Λονδίνου 24.70. Ἰταλίας 34 3/4. Νέας Ὑόρκης 6.95. Ἐλβετίας 103 3/4. Κωνσταντινουπόλεως 146—149. Ἀλεξανδρείας 25.10.: [1113, 513, 1343, 561]
theatre-entry: ΑΠΟΛΛΩΝ. Μπανκόφρεα.: [876, 736, 1000, 748]
announcement-paragraph: Ἐπίσης ἡ ὥρα, ὅπως ἀπὸ ἐλευθερίας χρηματικὰς θυσίας οἱ δυνάμενοι νὰ εἰσφέρουν τὸν ὀβολὸν των, ὑπὲρ τοῦ Λαϊκοῦ ἀγῶνος.: [76, 336, 496, 360]
proclamation-paragraph: Τὸ ἐπεισόδιον τοῦτο δεικνύει τὴ περίεργον ἀναλογίαν τῶν πραγμάτων εἰς τὴν Ἰρλανδίαν.: [692, 1391, 864, 1428]
furniture-name: Π. ΚΑΦΟΥΡΟΣ: [1177, 1047, 1279, 1063]
slander-paragraph: 4) Ἐξ ἐνόρκου καταθέσεως τοῦ κ. Ἀθανασίου Παπαδοπούλου, ἰατροῦ ἐκ Κυδωνιῶν.: [692, 324, 864, 360]
disarmament-paragraph: Τὸ ἀγγλικὸ φύλλο ἀφιερώνει καθημερινῶς στήλας πολλὰς διὰ τὴν περιγραφὴν τῶν ἐπιθέσεων τῶν τολμηρῶν ἐπαναστατῶν.: [504, 1279, 676, 1328]
sale-text: ἡ ὁδὸς Χαρβουρῆ ἀριθ. 15 οἰκία, συγκειμένη ἐκ ἐπὶ ἰσογείου πατώματος καὶ ὑπογείου. Πληροφορίαι εἰς τὸ ἴδιον.: [293, 1299, 480, 1368]
carob-paragraph: Ἡ Αἴγυπτος, ἡ Ἀγγλία καὶ ἡ Ῥωσσία εἶνε οἱ κυριώτεροι καταναλωταί, ἐνῷ ἡ Γαλλία προμηθεύεται μεγάλας ποσότητας διὰ τὴν βιομηχανίαν της.: [76, 1389, 276, 1438]
slander-paragraph: Ὁ φρόνιμος Παπαδόπουλος κατὰ μὲν τὸ παρελθὸν ἐργάσθη ἀνενδοιάστως, ὑπηρετῶν τὰς ἀνάγκας τῆς κομματικῆς πολιτικῆς.: [692, 416, 864, 477]
social-item: Ἐπανῆλθεν ἐκ Παρισίων ὁ κ. Ευ. ΝΟΜΙΚΑ ΖΑΧΑΡΗ ἐκ Θεσσαλονίκης.: [1113, 659, 1343, 683]
exchange-section: ΜΕΤΟΧΑΙ ΤΡΑΠΕΖΩΝ ΚΑΙ ΟΜΟΛΟΓ. ΕΘΝΙΚΩΝ ΔΑΝΕΙΩΝ: [1115, 283, 1341, 304]
slander-paragraph: 3) Ἐξ ἐνόρκου καταθέσεως τοῦ γραφέως τῆς πολιτικῆς Διοικήσεως Κυδωνιῶν κ. Δημ. Νεράντζη.: [692, 232, 864, 268]
subscription-row: [1113, 192, 1343, 205]
last-hour-lead: Ὅλας ἀπόψε τῆς: [352, 646, 429, 657]
theatre-entry: Ἀγνὴ Ευαγγέλου.: [876, 699, 958, 711]
dental-ad: [1113, 688, 1343, 888]
subscription-price: » 30—: [1310, 179, 1343, 191]
dental-paragraph: Ἐξαγωγαὶ ἄνευ πόνου διὰ τοπικῆς ἀναισθησίας. Τιμαὶ μετριώταται.: [1118, 816, 1338, 841]
announcement-paragraph: Κατὰ τοῦ ἀφθόνου χρήματος, ὅπερ συγκεντρώνουν τὰ περιττεύματα τῶν ὀλιγαρχικῶν, καλεῖται νὰ ἀντιπαρατάξῃ ἡ εἰσφορὰ τοῦ Ἑλληνικοῦ Λαοῦ, ἐκ τῶν ὑστερημάτων του. Ὑπὸ τοῦ ἀγῶνος τοῦ Λαοῦ, ὑπόσχεσιν θυσίας πρωτοστατεῖ ἐλευθερίας γῆς καὶ λάβῃ τὴν ἀπαλλαγήν.: [76, 284, 496, 333]
printer-text: Τὰ καταστήματα ἀναλαμβάνουν τὴν κατασκευὴν καὶ ἐκτύπωσιν παντὸς εἴδους ἐργασιῶν μὲ ἀκρίβειαν καὶ ταχύτητα.: [1118, 971, 1338, 1007]
calendar-day: 5: [1227, 98, 1247, 132]
carob-paragraph: Κατὰ στατιστικὰς δημοσιευθείσας ἐσχάτως, ἡ ἐξαγωγὴ τοῦ προϊόντος ἀνῆλθεν εἰς 652 χιλιάδας λιρῶν κατὰ τὸ παρελθὸν ἔτος.: [76, 1232, 276, 1281]
furniture-text: Τὸ πρῶτον ἐν Ἑλλάδι κατάστημα διὰ τὴν πλουσίαν ἐπίπλωσιν.: [1133, 1072, 1323, 1094]
disarmament-paragraph: Μέσα εἰς τοὺς στρατῶνας εὑρίσκοντο τὴν στιγμὴν ἐκείνην μόνον ὀλίγοι στρατιῶται, οἱ ὁποῖοι δὲν ἠδυνήθησαν νὰ ἀντισταθῶσιν.: [504, 1423, 676, 1472]
subscription-price: Δρ. 55—: [1300, 166, 1343, 178]
announcement-signature: (Ἐκ τοῦ Γραφείου τῆς Ἀντιπολιτεύσεως): [289, 419, 496, 431]
dental-title: ΑΜΕΡΙΚΑΝΙΚΟΝ ΟΔΟΝΤΟΪΑΤΡΕΙΟΝ: [1162, 692, 1294, 723]
dental-paragraph: Ἀπὸ τῆς 1ης Ὀκτωβρίου θέλει λειτουργεῖ τὸ νέον Ἀμερικανικὸν Ὀδοντοϊατρεῖον ἐπὶ τῆς ὁδοῦ Φιλελλήνων 19.: [1118, 844, 1338, 881]
bank-subtitle: ΤΙΜΑΙ ΕΞΩΤΕΡ. ΣΥΝΑΛΛΑΓΜΑΤΟΣ: [1144, 503, 1312, 514]
proclamation-paragraph: Αἱ ἀρχαὶ ἐξέδωκαν προκήρυξιν καλοῦσαι τοὺς κατοίκους νὰ παραδώσουν τὰ ὅπλα των ἐντὸς ὀκτὼ ἡμερῶν.: [692, 1050, 864, 1099]
pennies-item: Τὸ Δημοτικὸν τόσον τακτικὸν εἰς τὴν συντήρησιν τῶν δρόμων δὲν ἔφρόντισεν ἀκόμη διὰ τὴν πλατεῖαν.: [876, 559, 1101, 596]
ireland-paragraph: Ὅταν ὁ λοχαγὸς ἐπανῆλθεν εἰς τὸν στρατῶνα, ὁ ἐπιδρομεὺς εἶχεν ἤδη ἐξαφανισθῆ.: [692, 915, 864, 952]
